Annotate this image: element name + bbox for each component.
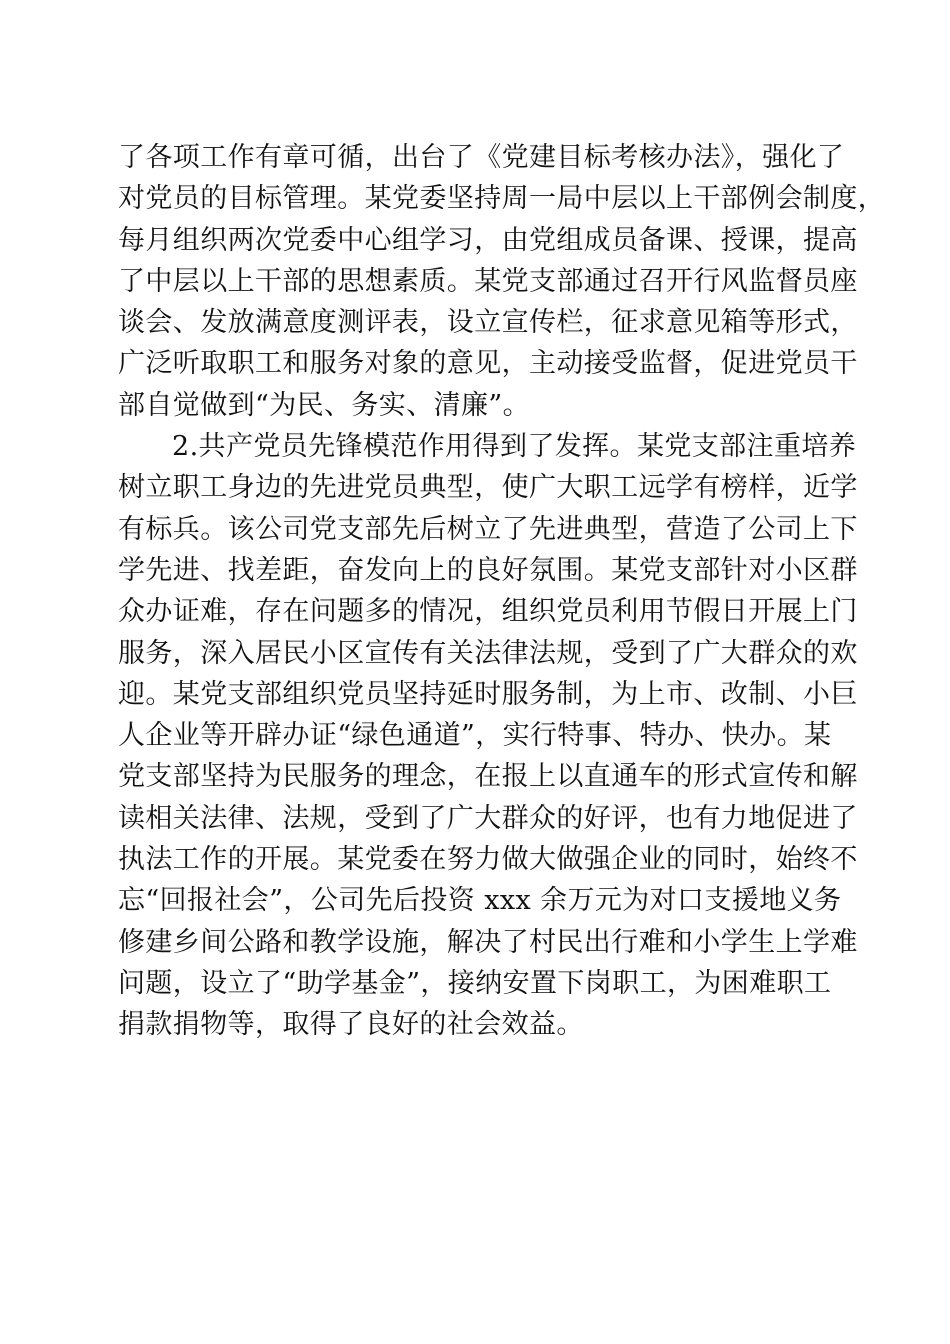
- document-body: [118, 137, 886, 1046]
- text-line: 广泛听取职工和服务对象的意见，主动接受监督，促进党员干: [118, 348, 858, 380]
- text-line: 有标兵。该公司党支部先后树立了先进典型，营造了公司上下: [118, 513, 858, 545]
- text-line: 迎。某党支部组织党员坚持延时服务制，为上市、改制、小巨: [118, 678, 858, 710]
- text-line: 捐款捐物等，取得了良好的社会效益。: [118, 1009, 584, 1041]
- text-line: 党支部坚持为民服务的理念，在报上以直通车的形式宣传和解: [118, 761, 858, 793]
- text-line: 修建乡间公路和教学设施，解决了村民出行难和小学生上学难: [118, 926, 858, 958]
- text-line: 每月组织两次党委中心组学习，由党组成员备课、授课，提高: [118, 224, 858, 256]
- text-line: 读相关法律、法规，受到了广大群众的好评，也有力地促进了: [118, 802, 858, 834]
- text-line: 众办证难，存在问题多的情况，组织党员利用节假日开展上门: [118, 596, 858, 628]
- text-line: 了中层以上干部的思想素质。某党支部通过召开行风监督员座: [118, 265, 858, 297]
- paragraph-first-line: 2.共产党员先锋模范作用得到了发挥。某党支部注重培养: [172, 431, 857, 463]
- text-line: 忘“回报社会”，公司先后投资 xxx 余万元为对口支援地义务: [118, 885, 842, 917]
- text-line: 学先进、找差距，奋发向上的良好氛围。某党支部针对小区群: [118, 554, 858, 586]
- text-line: 了各项工作有章可循，出台了《党建目标考核办法》，强化了: [118, 142, 845, 173]
- text-line: 部自觉做到“为民、务实、清廉”。: [118, 389, 531, 421]
- text-line: 服务，深入居民小区宣传有关法律法规，受到了广大群众的欢: [118, 637, 858, 669]
- text-line: 执法工作的开展。某党委在努力做大做强企业的同时，始终不: [118, 844, 858, 876]
- text-line: 谈会、发放满意度测评表，设立宣传栏，征求意见箱等形式，: [118, 307, 858, 339]
- text-line: 对党员的目标管理。某党委坚持周一局中层以上干部例会制度，: [118, 183, 886, 215]
- text-line: 树立职工身边的先进党员典型，使广大职工远学有榜样，近学: [118, 472, 858, 504]
- text-line: 人企业等开辟办证“绿色通道”，实行特事、特办、快办。某: [118, 720, 832, 752]
- text-line: 问题，设立了“助学基金”，接纳安置下岗职工，为困难职工: [118, 967, 832, 999]
